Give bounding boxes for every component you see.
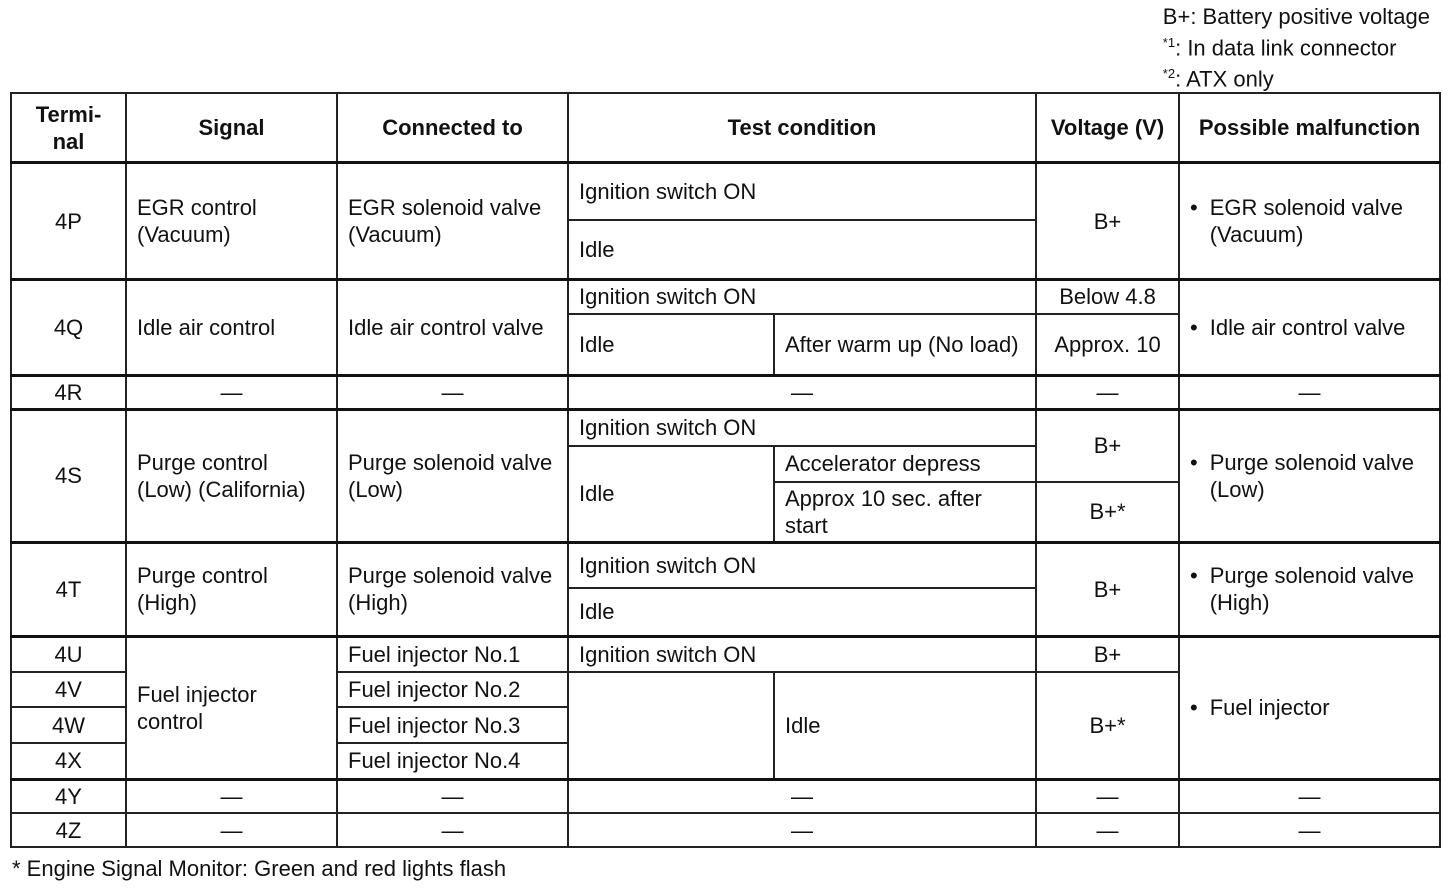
header-row [11, 93, 1440, 163]
header-test-condition: Test condition [568, 93, 1036, 163]
footnote: * Engine Signal Monitor: Green and red lights flash [12, 856, 507, 881]
malfunction-cell: • Fuel injector [1179, 636, 1440, 779]
table-row [11, 542, 1440, 588]
terminal-cell: 4X [11, 743, 126, 779]
voltage-cell: B+ [1036, 542, 1179, 636]
connected-cell: — [337, 779, 568, 813]
condition-cell: Ignition switch ON [568, 636, 1036, 672]
terminal-cell: 4Z [11, 813, 126, 847]
malfunction-cell: • EGR solenoid valve (Vacuum) [1179, 163, 1440, 280]
condition-cell: Idle [568, 588, 1036, 636]
connected-cell: Fuel injector No.4 [337, 743, 568, 779]
terminal-cell: 4Y [11, 779, 126, 813]
signal-cell: Purge control (Low) (California) [126, 410, 337, 543]
terminal-cell: 4W [11, 707, 126, 743]
condition-cell: Ignition switch ON [568, 163, 1036, 220]
bullet-icon: • [1190, 195, 1198, 220]
condition-cell: — [568, 813, 1036, 847]
table-row [11, 376, 1440, 410]
condition-cell: Ignition switch ON [568, 280, 1036, 314]
voltage-cell: — [1036, 779, 1179, 813]
connected-cell: EGR solenoid valve (Vacuum) [337, 163, 568, 280]
malfunction-cell: • Purge solenoid valve (Low) [1179, 410, 1440, 543]
header-connected-to: Connected to [337, 93, 568, 163]
terminal-cell: 4Q [11, 280, 126, 376]
signal-cell: — [126, 779, 337, 813]
condition-cell: — [568, 779, 1036, 813]
malfunction-cell: — [1179, 376, 1440, 410]
condition-cell: Idle [774, 672, 1036, 779]
table-row [11, 779, 1440, 813]
malfunction-cell: — [1179, 779, 1440, 813]
condition-cell: Ignition switch ON [568, 410, 1036, 446]
connected-cell: Fuel injector No.1 [337, 636, 568, 672]
signal-cell: EGR control (Vacuum) [126, 163, 337, 280]
terminal-cell: 4T [11, 542, 126, 636]
bullet-icon: • [1190, 315, 1198, 340]
signal-cell: — [126, 813, 337, 847]
voltage-cell: — [1036, 376, 1179, 410]
table-row [11, 163, 1440, 220]
connected-cell: Purge solenoid valve (High) [337, 542, 568, 636]
signal-cell: — [126, 376, 337, 410]
header-malfunction: Possible malfunction [1179, 93, 1440, 163]
voltage-cell: B+* [1036, 482, 1179, 543]
connected-cell: Purge solenoid valve (Low) [337, 410, 568, 543]
condition-cell: Idle [568, 220, 1036, 280]
voltage-cell: B+ [1036, 163, 1179, 280]
voltage-cell: B+ [1036, 410, 1179, 482]
legend [1163, 4, 1430, 93]
malfunction-cell: — [1179, 813, 1440, 847]
header-terminal: Termi-nal [11, 93, 126, 163]
signal-cell: Fuel injector control [126, 636, 337, 779]
condition-cell: Approx 10 sec. after start [774, 482, 1036, 543]
legend-atx: $^{*2}$: ATX only [1162, 66, 1274, 92]
connected-cell: Idle air control valve [337, 280, 568, 376]
legend-battery: B+: Battery positive voltage [1162, 4, 1430, 29]
malfunction-cell: • Purge solenoid valve (High) [1179, 542, 1440, 636]
table-row [11, 410, 1440, 446]
signal-cell: Purge control (High) [126, 542, 337, 636]
voltage-cell: Below 4.8 [1036, 280, 1179, 314]
legend-data-link: $^{*1}$: In data link connector [1162, 35, 1397, 61]
bullet-icon: • [1190, 695, 1198, 720]
condition-cell: Ignition switch ON [568, 542, 1036, 588]
table-row [11, 813, 1440, 847]
header-signal: Signal [126, 93, 337, 163]
connected-cell: — [337, 813, 568, 847]
bullet-icon: • [1190, 563, 1198, 588]
malfunction-cell: • Idle air control valve [1179, 280, 1440, 376]
condition-cell: — [568, 376, 1036, 410]
terminal-cell: 4S [11, 410, 126, 543]
voltage-cell: B+ [1036, 636, 1179, 672]
condition-cell: Idle [568, 446, 774, 543]
connected-cell: Fuel injector No.3 [337, 707, 568, 743]
voltage-cell: — [1036, 813, 1179, 847]
terminal-cell: 4R [11, 376, 126, 410]
signal-cell: Idle air control [126, 280, 337, 376]
condition-cell: Idle [568, 314, 774, 376]
condition-blank-cell [568, 672, 774, 779]
terminal-voltage-table [10, 92, 1441, 848]
connected-cell: — [337, 376, 568, 410]
condition-cell: Accelerator depress [774, 446, 1036, 482]
header-voltage: Voltage (V) [1036, 93, 1179, 163]
table-row [11, 280, 1440, 314]
terminal-cell: 4V [11, 672, 126, 707]
condition-cell: After warm up (No load) [774, 314, 1036, 376]
connected-cell: Fuel injector No.2 [337, 672, 568, 707]
voltage-cell: Approx. 10 [1036, 314, 1179, 376]
voltage-cell: B+* [1036, 672, 1179, 779]
terminal-cell: 4P [11, 163, 126, 280]
bullet-icon: • [1190, 449, 1198, 475]
terminal-cell: 4U [11, 636, 126, 672]
table-row [11, 636, 1440, 672]
